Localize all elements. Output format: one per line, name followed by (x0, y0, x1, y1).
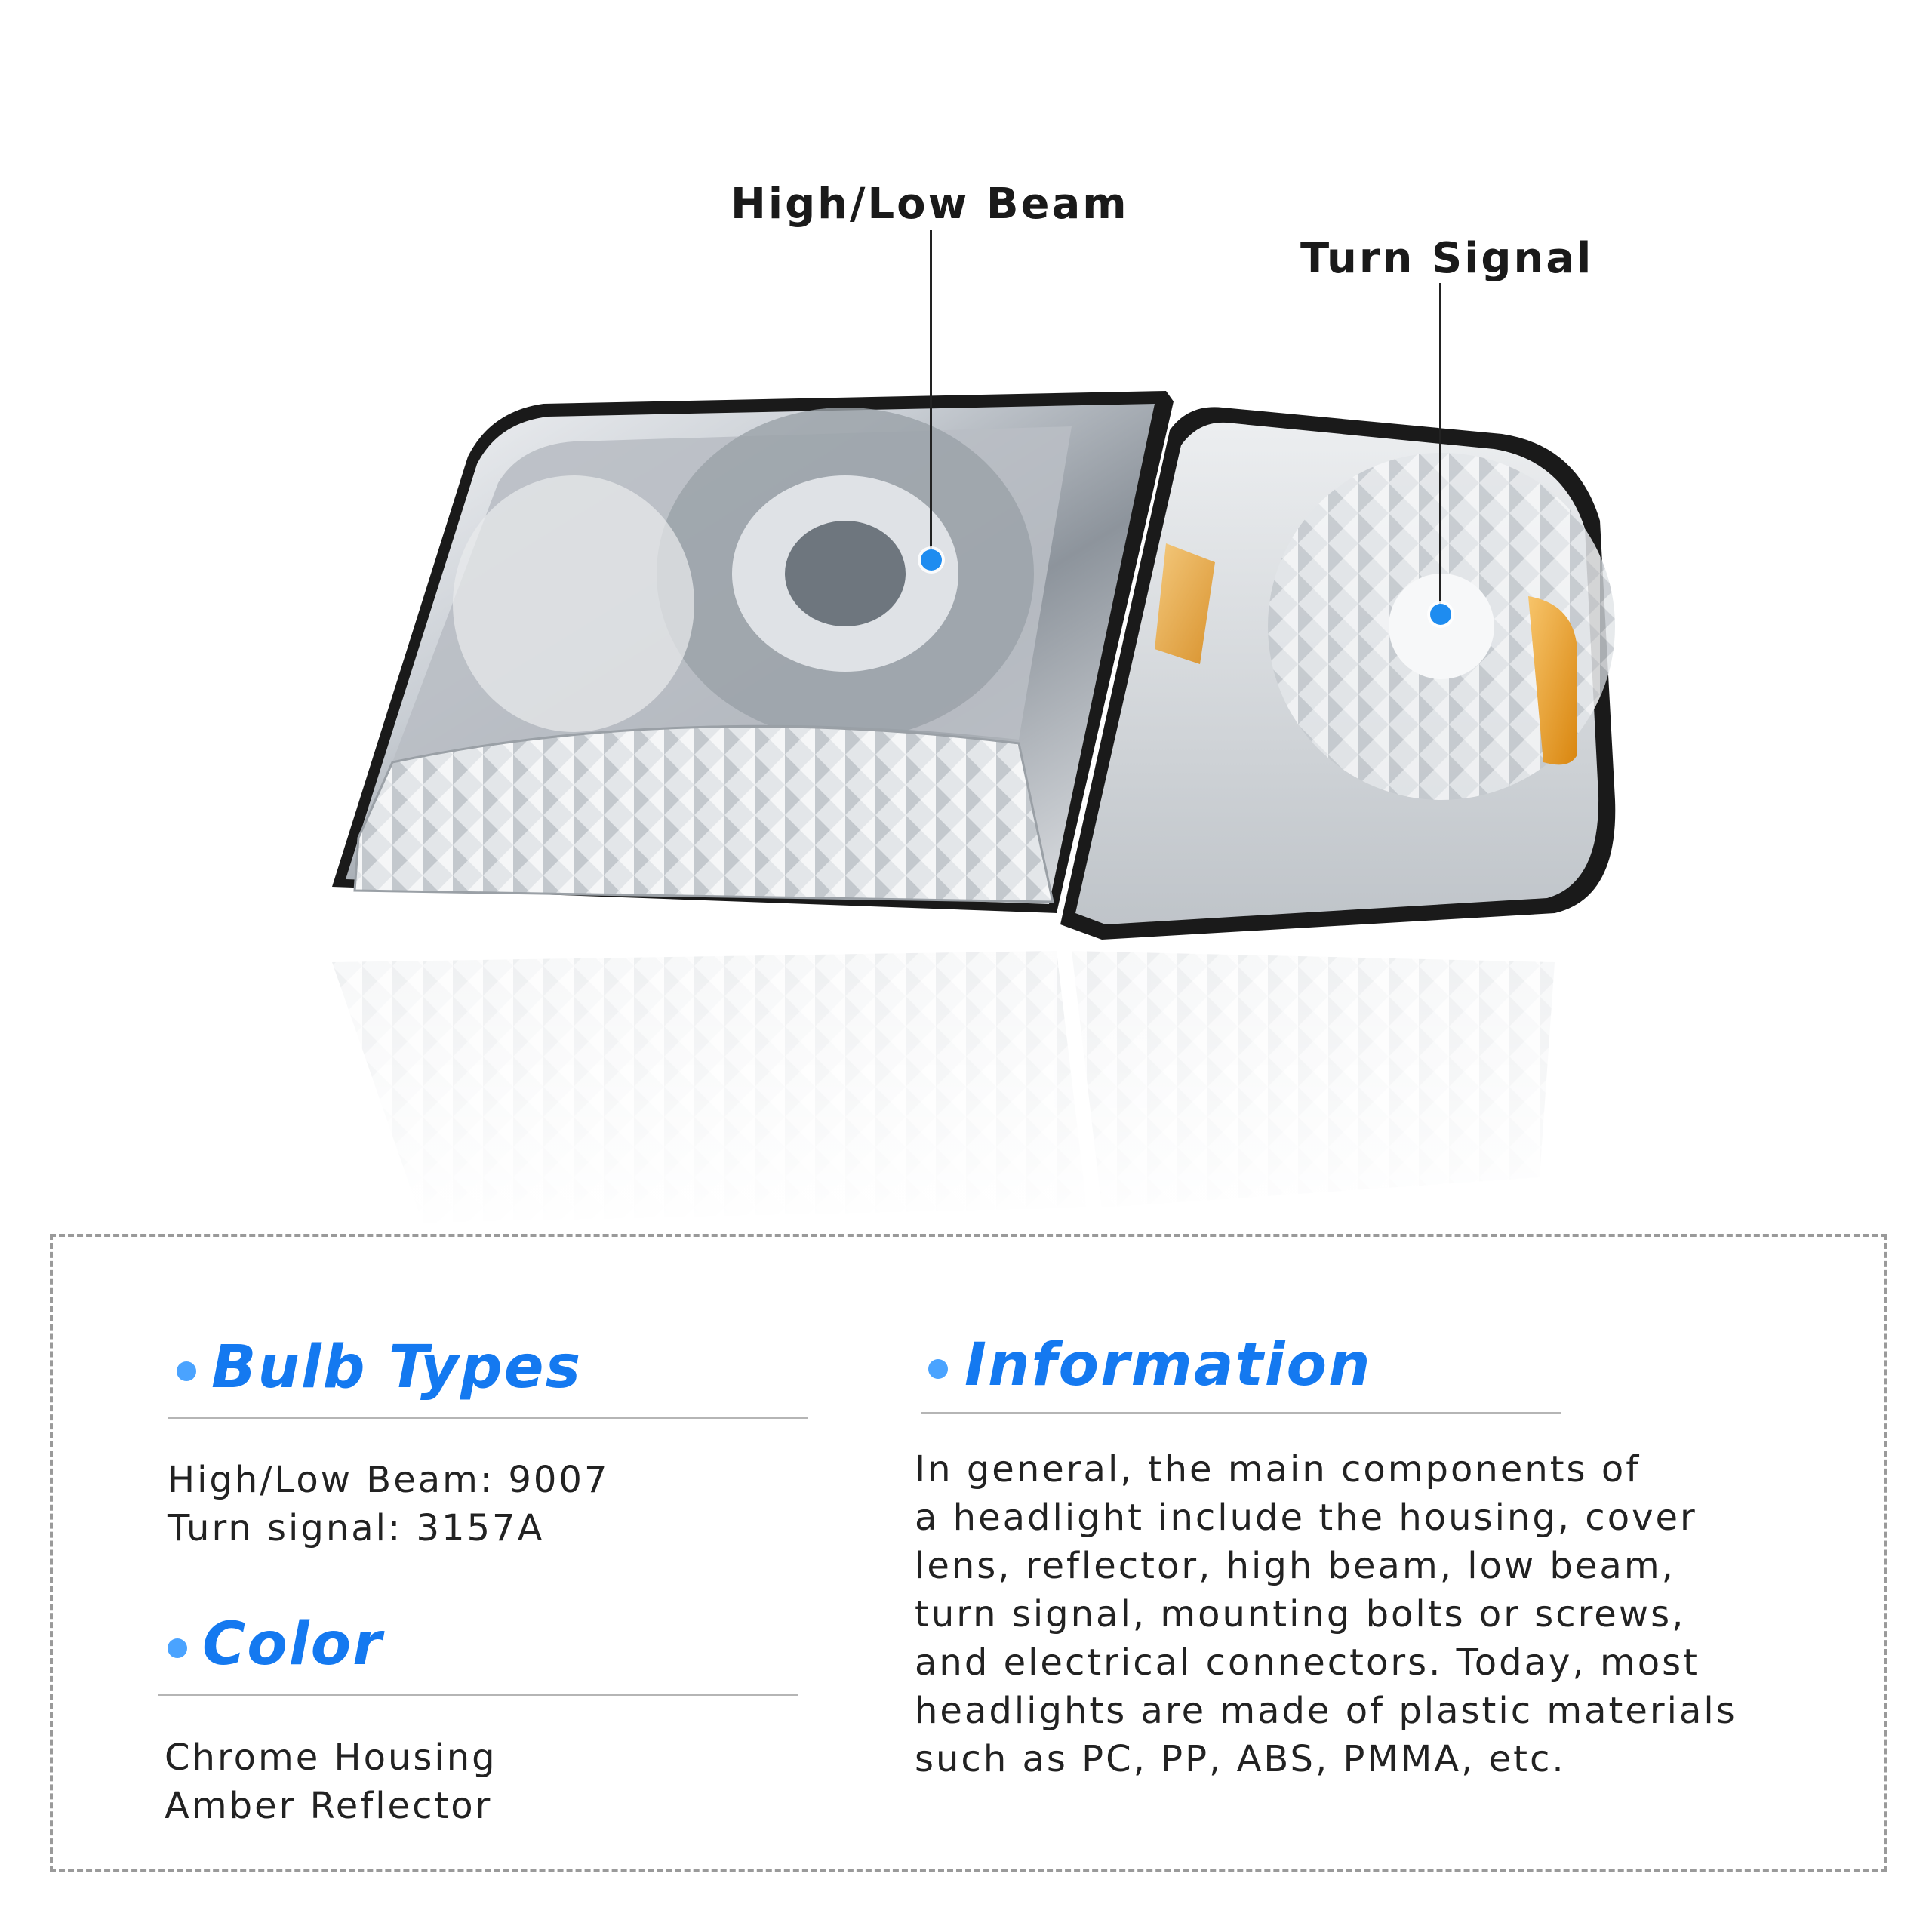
bulb-types-bullet-icon (177, 1361, 196, 1381)
bulb-types-line-1: High/Low Beam: 9007 (168, 1459, 610, 1501)
information-line-7: such as PC, PP, ABS, PMMA, etc. (915, 1738, 1566, 1780)
headlight-housing (332, 391, 1174, 913)
bulb-types-line-2: Turn signal: 3157A (168, 1507, 545, 1549)
information-line-6: headlights are made of plastic materials (915, 1690, 1737, 1732)
product-info-panel (50, 1234, 1887, 1872)
high-low-beam-hotspot[interactable] (921, 549, 942, 571)
bulb-types-title: Bulb Types (211, 1334, 583, 1401)
color-line-1: Chrome Housing (165, 1737, 497, 1779)
information-divider (921, 1412, 1561, 1414)
color-line-2: Amber Reflector (165, 1785, 493, 1827)
bulb-types-divider (168, 1417, 808, 1419)
color-title: Color (202, 1611, 383, 1678)
information-line-2: a headlight include the housing, cover (915, 1497, 1697, 1539)
information-line-4: turn signal, mounting bolts or screws, (915, 1593, 1686, 1635)
information-line-5: and electrical connectors. Today, most (915, 1641, 1700, 1684)
information-title: Information (964, 1331, 1372, 1399)
high-low-beam-callout-label: High/Low Beam (731, 180, 1129, 229)
information-line-1: In general, the main components of (915, 1448, 1641, 1491)
information-bullet-icon (928, 1359, 948, 1379)
turn-signal-callout-label: Turn Signal (1300, 234, 1594, 283)
turn-signal-hotspot[interactable] (1430, 604, 1451, 625)
color-divider (158, 1694, 798, 1696)
information-line-3: lens, reflector, high beam, low beam, (915, 1545, 1675, 1587)
high-low-beam-leader-line (930, 230, 932, 556)
turn-signal-leader-line (1439, 283, 1441, 608)
color-bullet-icon (168, 1638, 187, 1658)
